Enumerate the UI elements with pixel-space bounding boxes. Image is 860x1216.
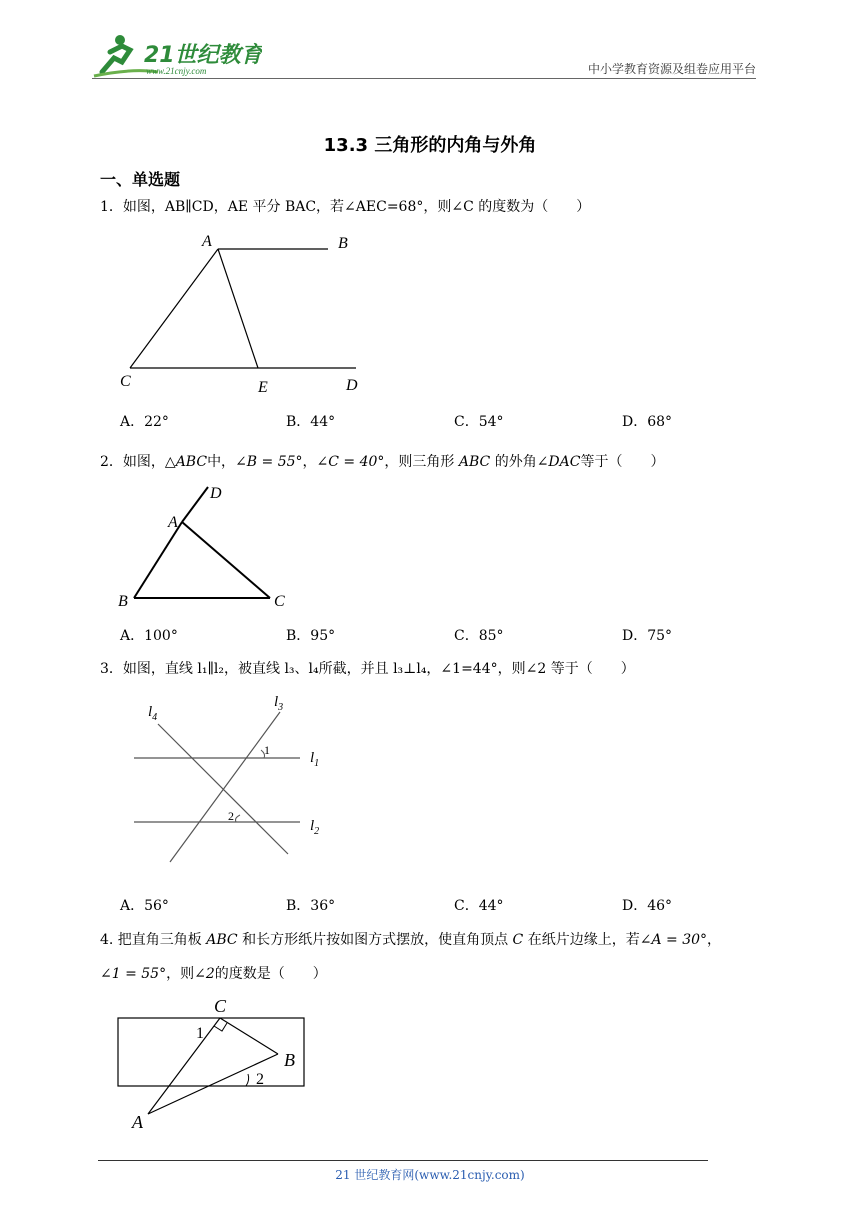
question-4-stem-line1: 4. 把直角三角板 ABC 和长方形纸片按如图方式摆放，使直角顶点 C 在纸片边缘上，若∠A = 30°，: [100, 932, 722, 948]
label-ang1: 1: [196, 1025, 204, 1042]
label-B: B: [118, 593, 128, 610]
svg-text:l4: $l_4$: [148, 704, 158, 723]
label-ang2: 2: [256, 1071, 264, 1088]
label-B: B: [284, 1050, 295, 1070]
q2-option-a: A．100°: [120, 628, 178, 644]
header-platform-text: 中小学教育资源及组卷应用平台: [587, 62, 756, 76]
q1-option-b: B．44°: [286, 414, 336, 430]
label-D: D: [210, 485, 222, 502]
label-A: A: [168, 514, 178, 531]
q3-option-a: A．56°: [120, 898, 169, 914]
label-A: A: [202, 233, 212, 250]
label-C: C: [120, 373, 131, 390]
q2-option-c: C．85°: [454, 628, 504, 644]
q1-option-d: D．68°: [622, 414, 673, 430]
svg-text:l2: $l_2$: [310, 818, 320, 837]
site-logo: [92, 32, 262, 80]
q3-option-c: C．44°: [454, 898, 504, 914]
svg-text:l3: $l_3$: [274, 694, 284, 713]
label-E: E: [258, 379, 268, 396]
svg-text:l1: $l_1$: [310, 750, 320, 769]
header-divider: [92, 78, 756, 79]
label-D: D: [346, 377, 358, 394]
footer-divider: [98, 1160, 708, 1161]
q2-option-d: D．75°: [622, 628, 673, 644]
label-ang2: 2: [228, 809, 234, 823]
page-title: 13.3 三角形的内角与外角: [323, 135, 537, 156]
q3-option-d: D．46°: [622, 898, 673, 914]
q1-option-c: C．54°: [454, 414, 504, 430]
question-3-stem: 3．如图，直线 l₁∥l₂，被直线 l₃、l₄所截，并且 l₃⊥l₄，∠1=44°，则∠2 等于（ ）: [100, 661, 635, 677]
footer-text: 21 世纪教育网(www.21cnjy.com): [335, 1168, 525, 1182]
label-B: B: [338, 235, 348, 252]
question-2-figure: [110, 482, 300, 612]
q3-option-b: B．36°: [286, 898, 336, 914]
label-ang1: 1: [264, 743, 270, 757]
question-4-stem-line2: ∠1 = 55°，则∠2的度数是（ ）: [100, 966, 327, 982]
logo-url: www.21cnjy.com: [146, 66, 207, 76]
q1-option-a: A．22°: [120, 414, 169, 430]
label-C: C: [274, 593, 285, 610]
question-4-figure: [110, 992, 320, 1132]
section-heading: 一、单选题: [100, 170, 181, 189]
label-A: A: [132, 1112, 143, 1132]
question-2-stem: 2．如图，△ABC中，∠B = 55°，∠C = 40°，则三角形 ABC 的外角∠DAC等于（ ）: [100, 454, 665, 470]
logo-text: 21世纪教育: [144, 43, 262, 68]
q2-option-b: B．95°: [286, 628, 336, 644]
question-3-figure: [120, 690, 340, 868]
question-1-stem: 1．如图，AB∥CD，AE 平分 BAC，若∠AEC=68°，则∠C 的度数为（ ）: [100, 199, 591, 215]
question-1-figure: [110, 228, 370, 400]
label-C: C: [214, 996, 227, 1016]
